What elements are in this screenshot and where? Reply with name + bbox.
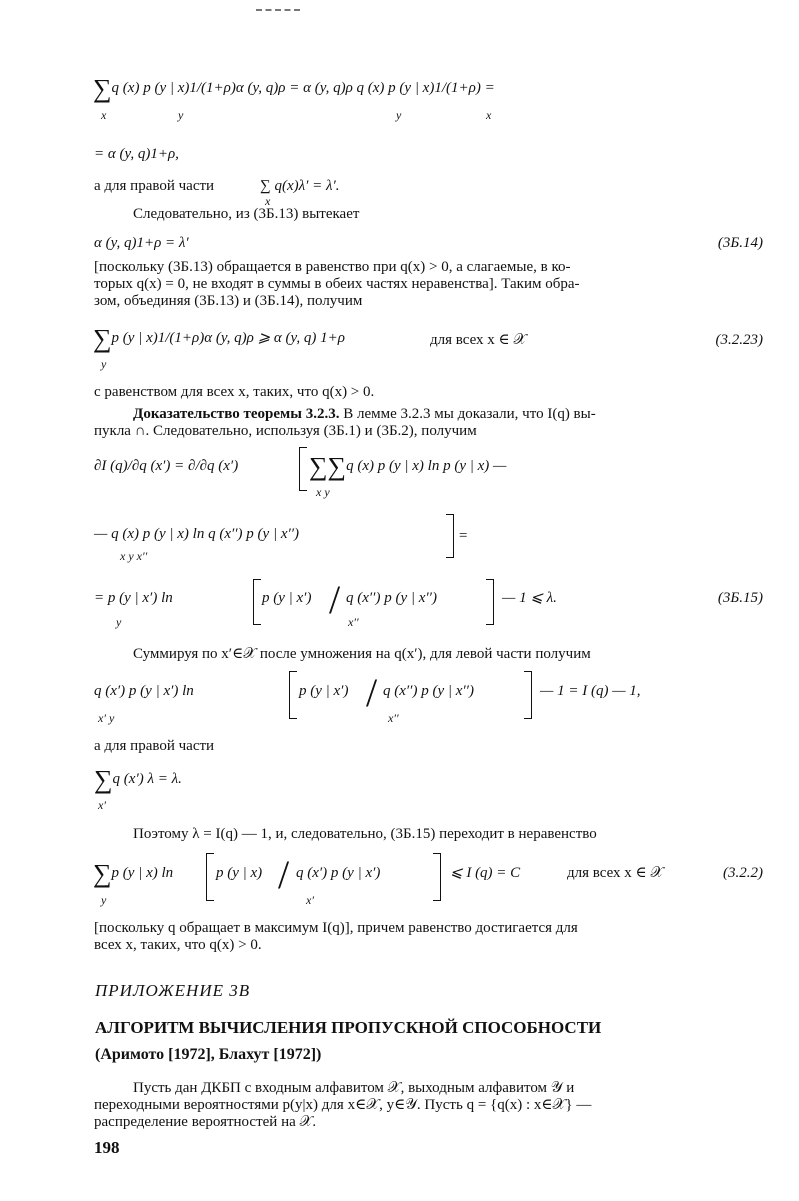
equation-number-322: (3.2.2) bbox=[723, 865, 763, 881]
paragraph-2: с равенством для всех x, таких, что q(x) > 0. bbox=[94, 384, 375, 400]
algorithm-subtitle: (Аримото [1972], Блахут [1972]) bbox=[95, 1046, 322, 1063]
formula-1-subscript-y2: y bbox=[396, 108, 402, 122]
formula-2: = α (y, q)1+ρ, bbox=[94, 146, 179, 162]
formula-3-math: ∑ q(x)λ′ = λ′. bbox=[260, 178, 340, 194]
formula-12-subscript: y bbox=[101, 893, 107, 907]
page-top-mark bbox=[256, 9, 300, 11]
formula-11-subscript: x′ bbox=[98, 798, 106, 812]
formula-1-subscript-x: x bbox=[101, 108, 107, 122]
formula-9-denominator: q (x′′) p (y | x′′) bbox=[346, 590, 437, 606]
paragraph-8-line-3: распределение вероятностей на 𝒳. bbox=[94, 1114, 317, 1130]
formula-3-text: а для правой части bbox=[94, 178, 215, 194]
formula-12-denominator: q (x′) p (y | x′) bbox=[296, 865, 381, 881]
paragraph-8-line-2: переходными вероятностями p(y|x) для x∈𝒳, y∈𝒴. Пусть q = {q(x) : x∈𝒳} — bbox=[94, 1097, 592, 1113]
paragraph-3-line-1 bbox=[133, 406, 596, 423]
formula-11: ∑q (x′) λ = λ. bbox=[94, 765, 182, 794]
paragraph-3-text: В лемме 3.2.3 мы доказали, что I(q) вы- bbox=[343, 406, 596, 422]
formula-3-subscript: x bbox=[265, 194, 271, 208]
formula-10-left: q (x′) p (y | x′) ln bbox=[94, 683, 194, 699]
sum-symbol: ∑ bbox=[93, 324, 112, 353]
equation-number-3b14: (3Б.14) bbox=[717, 235, 763, 251]
paragraph-4: Суммируя по x′∈𝒳 после умножения на q(x′), для левой части получим bbox=[133, 646, 591, 662]
sum-symbol: ∑ bbox=[93, 74, 112, 103]
paragraph-3-line-2: пукла ∩. Следовательно, используя (3Б.1) и (3Б.2), получим bbox=[94, 423, 477, 439]
right-bracket bbox=[433, 853, 441, 901]
sum-symbol: ∑ bbox=[309, 452, 328, 481]
formula-9-numerator: p (y | x′) bbox=[262, 590, 312, 606]
formula-6-subscript: y bbox=[101, 357, 107, 371]
formula-12-text: для всех x ∈ 𝒳 bbox=[567, 865, 664, 881]
formula-12-tail: ⩽ I (q) = C bbox=[450, 865, 521, 881]
paragraph-6: Поэтому λ = I(q) — 1, и, следовательно, (3Б.15) переходит в неравенство bbox=[133, 826, 597, 842]
formula-5: α (y, q)1+ρ = λ′ bbox=[94, 235, 189, 251]
formula-10-subscript: x′ y bbox=[98, 711, 115, 725]
equation-number-3223: (3.2.23) bbox=[715, 332, 763, 348]
page-number: 198 bbox=[94, 1138, 120, 1157]
algorithm-title: АЛГОРИТМ ВЫЧИСЛЕНИЯ ПРОПУСКНОЙ СПОСОБНОСТИ bbox=[95, 1018, 602, 1037]
formula-1-subscript-y: y bbox=[178, 108, 184, 122]
formula-10-numerator: p (y | x′) bbox=[299, 683, 349, 699]
formula-12-numerator: p (y | x) bbox=[216, 865, 263, 881]
paragraph-1-line-1: [поскольку (3Б.13) обращается в равенство при q(x) > 0, а слагаемые, в ко- bbox=[94, 259, 571, 275]
left-bracket bbox=[253, 579, 261, 625]
proof-title: Доказательство теоремы 3.2.3. bbox=[133, 406, 340, 422]
formula-8-tail: = bbox=[458, 528, 469, 544]
formula-1-subscript-x2: x bbox=[486, 108, 492, 122]
formula-7-subscript: x y bbox=[316, 485, 330, 499]
sum-symbol: ∑ bbox=[94, 765, 113, 794]
right-bracket bbox=[446, 514, 454, 558]
formula-8: — q (x) p (y | x) ln q (x′′) p (y | x′′) bbox=[94, 526, 300, 542]
sum-symbol: ∑ bbox=[327, 452, 347, 481]
formula-8-subscript: x y x′′ bbox=[120, 549, 148, 563]
appendix-heading: ПРИЛОЖЕНИЕ 3В bbox=[95, 981, 251, 1000]
formula-6-text: для всех x ∈ 𝒳 bbox=[430, 332, 527, 348]
equation-number-3b15: (3Б.15) bbox=[717, 590, 763, 606]
formula-10-subscript-2: x′′ bbox=[388, 711, 399, 725]
paragraph-7-line-1: [поскольку q обращает в максимум I(q)], причем равенство достигается для bbox=[94, 920, 578, 936]
left-bracket bbox=[299, 447, 307, 491]
paragraph-7-line-2: всех x, таких, что q(x) > 0. bbox=[94, 937, 262, 953]
paragraph-8-line-1: Пусть дан ДКБП с входным алфавитом 𝒳, выходным алфавитом 𝒴 и bbox=[133, 1080, 575, 1096]
paragraph-1-line-2: торых q(x) = 0, не входят в суммы в обеих частях неравенства]. Таким обра- bbox=[94, 276, 580, 292]
left-bracket bbox=[206, 853, 214, 901]
formula-1: ∑q (x) p (y | x)1/(1+ρ)α (y, q)ρ = α (y, q)ρ q (x) p (y | x)1/(1+ρ) = bbox=[93, 74, 495, 103]
paragraph-1-line-3: зом, объединяя (3Б.13) и (3Б.14), получим bbox=[94, 293, 363, 309]
formula-12-subscript-2: x′ bbox=[306, 893, 314, 907]
formula-9-tail: — 1 ⩽ λ. bbox=[502, 590, 557, 606]
formula-9-left: = p (y | x′) ln bbox=[94, 590, 173, 606]
formula-6: ∑p (y | x)1/(1+ρ)α (y, q)ρ ⩾ α (y, q) 1+ρ bbox=[93, 324, 345, 353]
left-bracket bbox=[289, 671, 297, 719]
formula-7-left: ∂I (q)/∂q (x′) = ∂/∂q (x′) bbox=[94, 458, 239, 474]
right-bracket bbox=[524, 671, 532, 719]
fraction-slash: / bbox=[366, 670, 378, 715]
formula-9-subscript-y: y bbox=[116, 615, 122, 629]
right-bracket bbox=[486, 579, 494, 625]
paragraph-therefore: Следовательно, из (3Б.13) вытекает bbox=[133, 206, 360, 222]
formula-10-denominator: q (x′′) p (y | x′′) bbox=[383, 683, 474, 699]
formula-12-left: ∑p (y | x) ln bbox=[93, 859, 174, 888]
formula-9-subscript-x: x′′ bbox=[348, 615, 359, 629]
fraction-slash: / bbox=[278, 852, 290, 897]
fraction-slash: / bbox=[329, 577, 341, 622]
formula-10-tail: — 1 = I (q) — 1, bbox=[540, 683, 641, 699]
paragraph-5: а для правой части bbox=[94, 738, 215, 754]
formula-7-inner: ∑∑q (x) p (y | x) ln p (y | x) — bbox=[309, 452, 507, 481]
sum-symbol: ∑ bbox=[93, 859, 112, 888]
